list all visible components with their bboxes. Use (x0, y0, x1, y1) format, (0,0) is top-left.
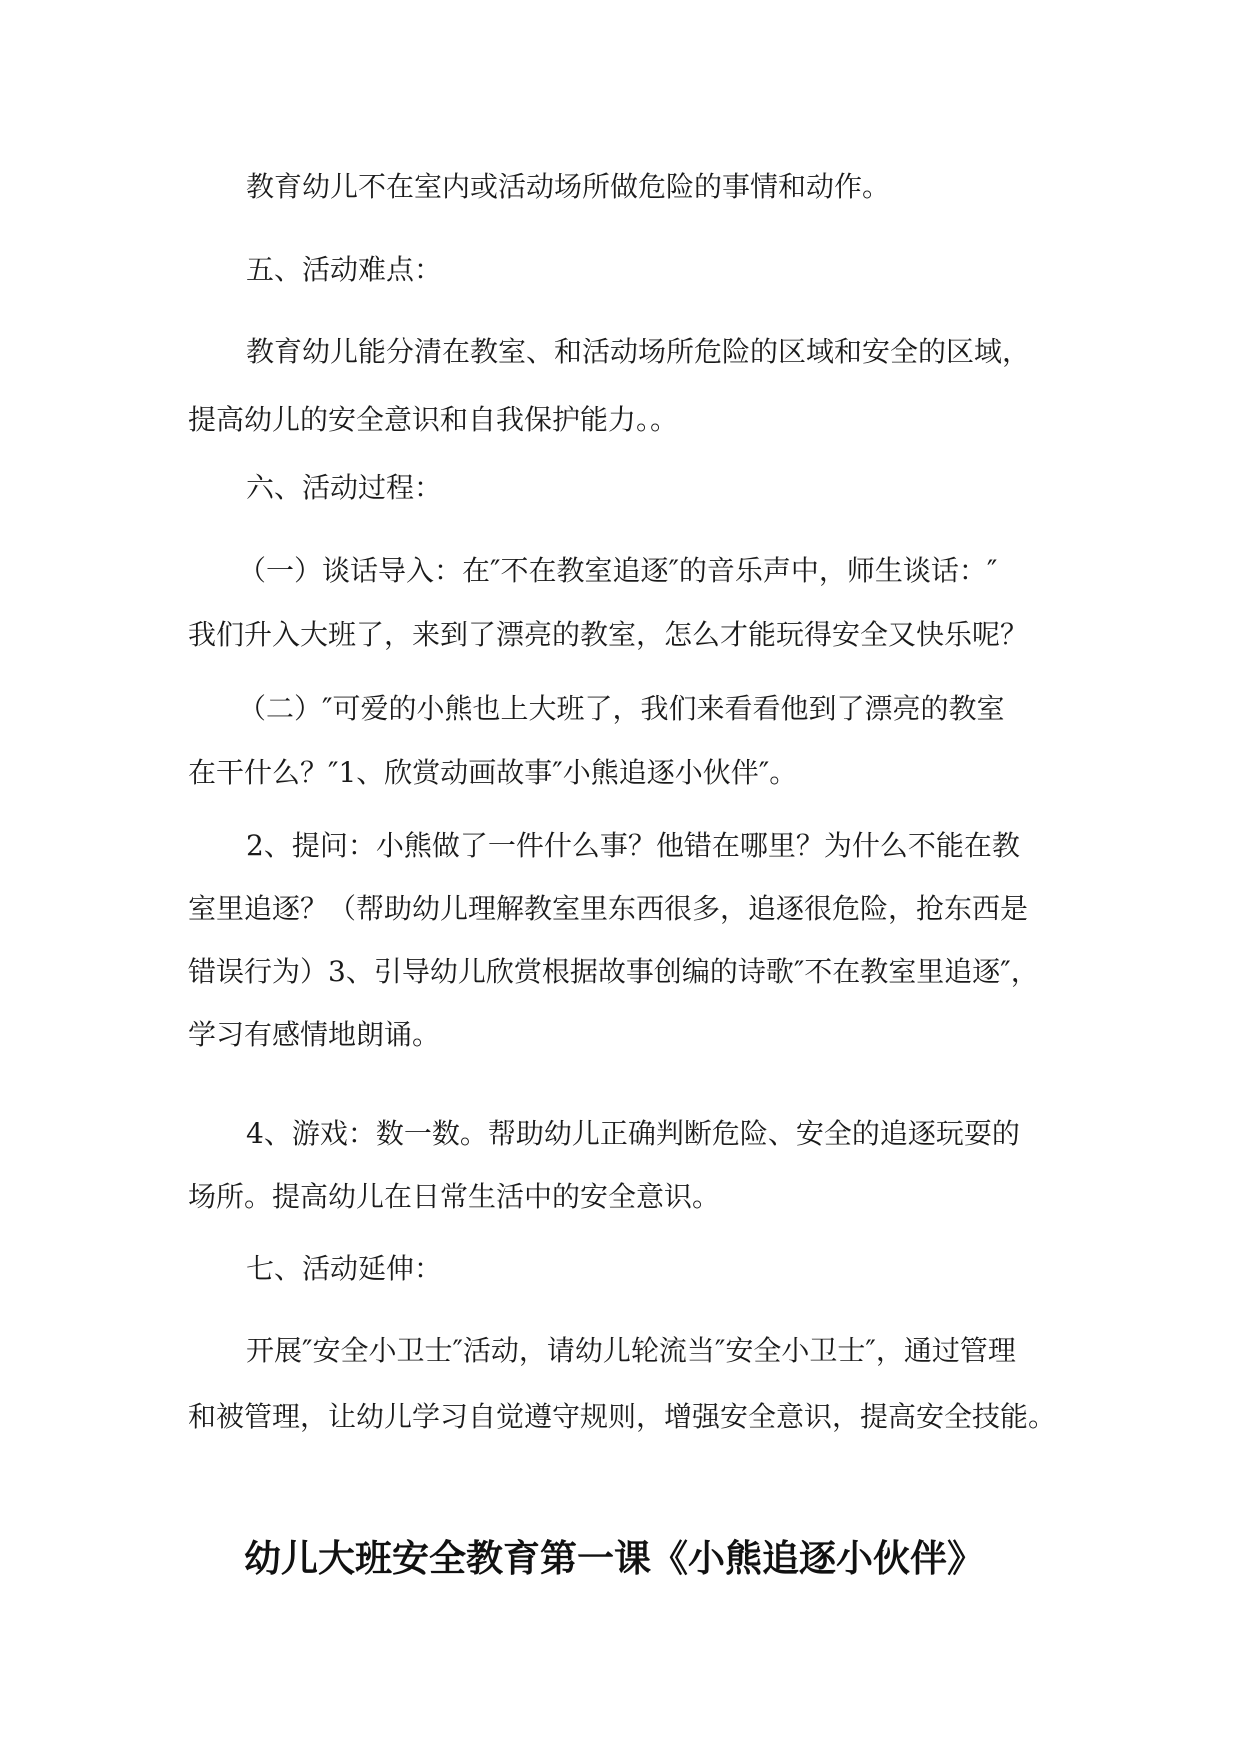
text-line: 我们升入大班了，来到了漂亮的教室，怎么才能玩得安全又快乐呢？ (188, 618, 1029, 651)
paragraph-question (188, 817, 1056, 1064)
text-line: 开展″安全小卫士″活动，请幼儿轮流当″安全小卫士″，通过管理 (246, 1334, 1016, 1367)
text-line: 室里追逐？（帮助幼儿理解教室里东西很多，追逐很危险，抢东西是 (188, 892, 1029, 925)
lesson-title: 幼儿大班安全教育第一课《小熊追逐小伙伴》 (244, 1537, 984, 1580)
heading-activity-difficulty (246, 241, 1056, 299)
paragraph-step-two (188, 680, 1056, 802)
text-line: （一）谈话导入：在″不在教室追逐″的音乐声中，师生谈话：″ (238, 554, 998, 587)
paragraph-safety-goal (246, 158, 1056, 216)
text-line: 提高幼儿的安全意识和自我保护能力。。 (188, 403, 679, 436)
text-line: 2、提问：小熊做了一件什么事？他错在哪里？为什么不能在教 (246, 829, 1020, 862)
text-line: （二）″可爱的小熊也上大班了，我们来看看他到了漂亮的教室 (238, 692, 1005, 725)
text-line: 教育幼儿能分清在教室、和活动场所危险的区域和安全的区域， (246, 335, 1031, 368)
text-line: 教育幼儿不在室内或活动场所做危险的事情和动作。 (246, 170, 891, 203)
text-line: 七、活动延伸： (246, 1252, 443, 1285)
paragraph-step-one (188, 542, 1056, 664)
text-line: 五、活动难点： (246, 253, 443, 286)
text-line: 在干什么？″1、欣赏动画故事″小熊追逐小伙伴″。 (188, 756, 798, 789)
paragraph-difficulty (188, 323, 1056, 449)
text-line: 4、游戏：数一数。帮助幼儿正确判断危险、安全的追逐玩耍的 (246, 1117, 1020, 1150)
text-line: 学习有感情地朗诵。 (188, 1018, 441, 1051)
text-line: 和被管理，让幼儿学习自觉遵守规则，增强安全意识，提高安全技能。 (188, 1400, 1057, 1433)
text-line: 六、活动过程： (246, 471, 443, 504)
paragraph-extension (188, 1322, 1056, 1446)
heading-activity-process (246, 459, 1056, 517)
text-line: 场所。提高幼儿在日常生活中的安全意识。 (188, 1180, 721, 1213)
text-line: 错误行为）3、引导幼儿欣赏根据故事创编的诗歌″不在教室里追逐″， (188, 955, 1039, 988)
paragraph-game (188, 1105, 1056, 1226)
heading-activity-extension (246, 1240, 1056, 1298)
